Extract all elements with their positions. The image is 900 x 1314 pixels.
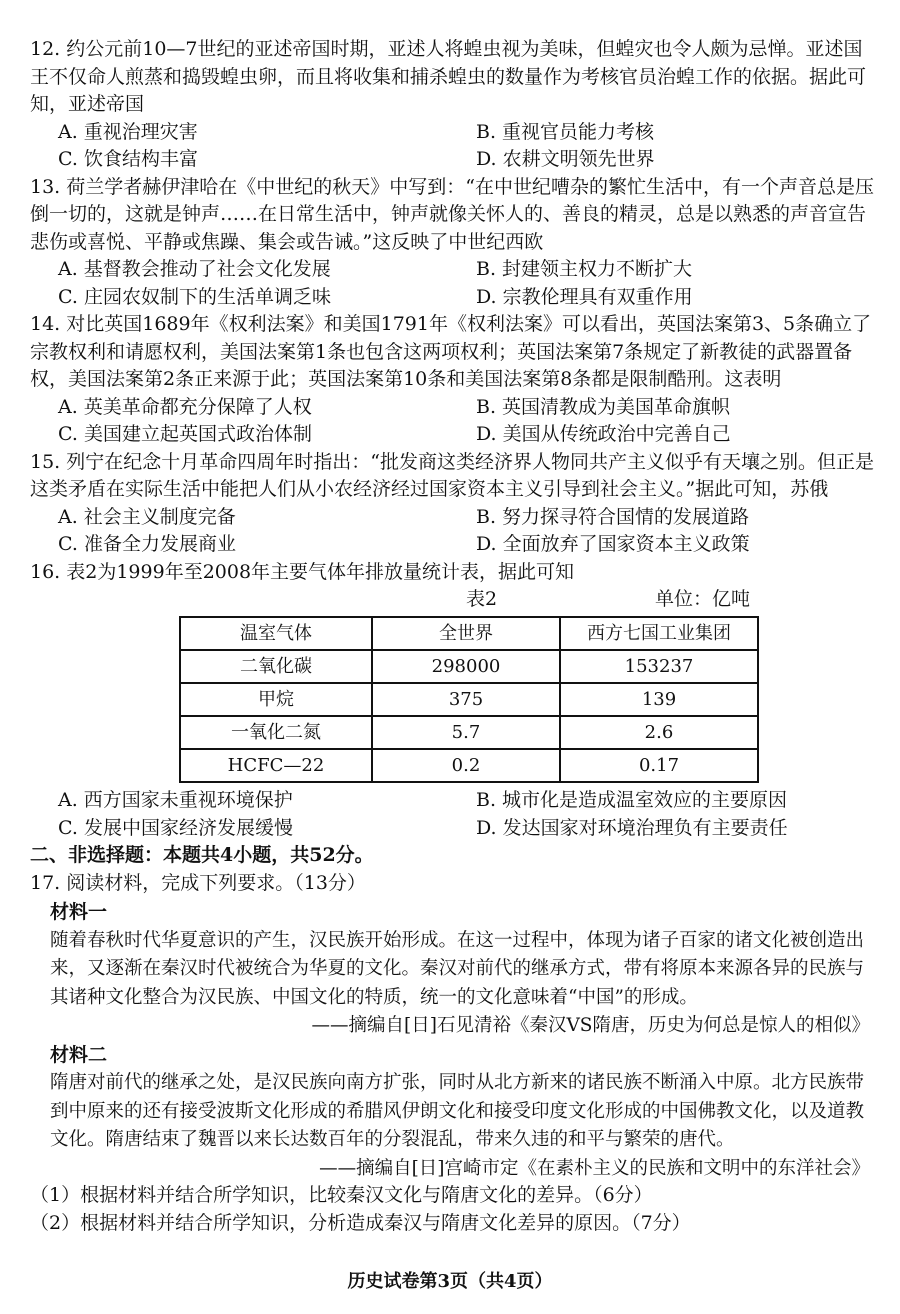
question-13	[30, 174, 876, 312]
material-2-title: 材料二	[50, 1043, 108, 1066]
table-unit: 单位：亿吨	[654, 588, 750, 610]
question-stem: 16. 表2为1999年至2008年主要气体年排放量统计表，据此可知	[30, 560, 575, 583]
sub-question-2: （2）根据材料并结合所学知识，分析造成秦汉与隋唐文化差异的原因。（7分）	[30, 1211, 691, 1234]
table-row	[180, 683, 758, 716]
options	[30, 119, 876, 174]
option-a: A. 英美革命都充分保障了人权	[58, 395, 312, 418]
material-2-source: ——摘编自[日]宫崎市定《在素朴主义的民族和文明中的东洋社会》	[319, 1157, 870, 1179]
material-1-body: 随着春秋时代华夏意识的产生，汉民族开始形成。在这一过程中，体现为诸子百家的诸文化被创造出来，又逐渐在秦汉时代被统合为华夏的文化。秦汉对前代的继承方式，带有将原本来源各异的民族与其诸种文化整合为汉民族、中国文化的特质，统一的文化意味着“中国”的形成。	[50, 929, 865, 1008]
option-d: D. 全面放弃了国家资本主义政策	[476, 533, 750, 555]
option-a: A. 西方国家未重视环境保护	[58, 789, 293, 811]
header-cell: 西方七国工业集团	[560, 617, 758, 650]
question-14	[30, 311, 876, 449]
table-cell: 一氧化二氮	[180, 716, 372, 749]
material-1-title: 材料一	[50, 901, 108, 923]
table-cell: 0.2	[372, 749, 560, 782]
table-cell: 2.6	[560, 716, 758, 749]
option-a: A. 重视治理灾害	[58, 120, 198, 143]
table-cell: 153237	[560, 650, 758, 683]
question-stem: 13. 荷兰学者赫伊津哈在《中世纪的秋天》中写到：“在中世纪嘈杂的繁忙生活中，有一个声音总是压倒一切的，这就是钟声……在日常生活中，钟声就像关怀人的、善良的精灵，总是以熟悉的声音宣告悲伤或喜悦、平静或焦躁、集会或告诫。”这反映了中世纪西欧	[30, 175, 874, 253]
table-caption: 表2	[466, 588, 498, 610]
question-stem: 15. 列宁在纪念十月革命四周年时指出：“批发商这类经济界人物同共产主义似乎有天壤之别。但正是这类矛盾在实际生活中能把人们从小农经济经过国家资本主义引导到社会主义。”据此可知，苏俄	[30, 450, 874, 500]
option-a: A. 社会主义制度完备	[58, 505, 236, 528]
question-15	[30, 449, 876, 559]
option-c: C. 准备全力发展商业	[58, 533, 236, 555]
table-cell: 139	[560, 683, 758, 716]
option-d: D. 美国从传统政治中完善自己	[476, 423, 731, 445]
options	[30, 504, 876, 559]
material-1-source: ——摘编自[日]石见清裕《秦汉VS隋唐，历史为何总是惊人的相似》	[311, 1015, 870, 1036]
option-d: D. 发达国家对环境治理负有主要责任	[476, 816, 788, 839]
table-cell: 5.7	[372, 716, 560, 749]
table-header-row	[180, 617, 758, 650]
option-b: B. 重视官员能力考核	[476, 120, 655, 143]
sub-question-1: （1）根据材料并结合所学知识，比较秦汉文化与隋唐文化的差异。（6分）	[30, 1184, 653, 1206]
table-cell: HCFC—22	[180, 749, 372, 782]
option-c: C. 庄园农奴制下的生活单调乏味	[58, 285, 331, 308]
section-heading: 二、非选择题：本题共4小题，共52分。	[30, 844, 374, 866]
table-cell: 375	[372, 683, 560, 716]
question-17	[30, 870, 876, 1238]
exam-page	[30, 36, 876, 1237]
option-b: B. 城市化是造成温室效应的主要原因	[476, 789, 788, 811]
question-12	[30, 36, 876, 174]
table-caption-row	[30, 586, 876, 614]
question-stem: 12. 约公元前10—7世纪的亚述帝国时期，亚述人将蝗虫视为美味，但蝗灾也令人颇为忌惮。亚述国王不仅命人煎蒸和捣毁蝗虫卵，而且将收集和捕杀蝗虫的数量作为考核官员治蝗工作的依据。据此可知，亚述帝国	[30, 38, 867, 115]
question-16	[30, 559, 876, 843]
table-cell: 甲烷	[180, 683, 372, 716]
header-cell: 温室气体	[180, 617, 372, 650]
table-row	[180, 650, 758, 683]
option-d: D. 宗教伦理具有双重作用	[476, 285, 693, 308]
question-stem: 14. 对比英国1689年《权利法案》和美国1791年《权利法案》可以看出，英国法案第3、5条确立了宗教权利和请愿权利，美国法案第1条也包含这两项权利；英国法案第7条规定了新教徒的武器置备权，美国法案第2条正来源于此；英国法案第10条和美国法案第8条都是限制酷刑。这表明	[30, 313, 872, 390]
options	[30, 256, 876, 311]
page-footer: 历史试卷第3页（共4页）	[347, 1271, 553, 1292]
option-c: C. 饮食结构丰富	[58, 148, 198, 170]
table-row	[180, 716, 758, 749]
table-cell: 298000	[372, 650, 560, 683]
table-cell: 0.17	[560, 749, 758, 782]
material-2-body: 隋唐对前代的继承之处，是汉民族向南方扩张，同时从北方新来的诸民族不断涌入中原。北方民族带到中原来的还有接受波斯文化形成的希腊风伊朗文化和接受印度文化形成的中国佛教文化，以及道教文化。隋唐结束了魏晋以来长达数百年的分裂混乱，带来久违的和平与繁荣的唐代。	[50, 1072, 865, 1150]
options	[30, 394, 876, 449]
table-row	[180, 749, 758, 782]
emissions-table	[179, 616, 759, 783]
options	[30, 787, 876, 842]
option-b: B. 封建领主权力不断扩大	[476, 258, 693, 280]
option-c: C. 发展中国家经济发展缓慢	[58, 816, 293, 839]
option-a: A. 基督教会推动了社会文化发展	[58, 258, 331, 280]
option-b: B. 英国清教成为美国革命旗帜	[476, 395, 731, 418]
option-c: C. 美国建立起英国式政治体制	[58, 423, 312, 445]
question-stem: 17. 阅读材料，完成下列要求。（13分）	[30, 871, 366, 894]
option-b: B. 努力探寻符合国情的发展道路	[476, 505, 750, 528]
header-cell: 全世界	[372, 617, 560, 650]
table-cell: 二氧化碳	[180, 650, 372, 683]
option-d: D. 农耕文明领先世界	[476, 148, 655, 170]
